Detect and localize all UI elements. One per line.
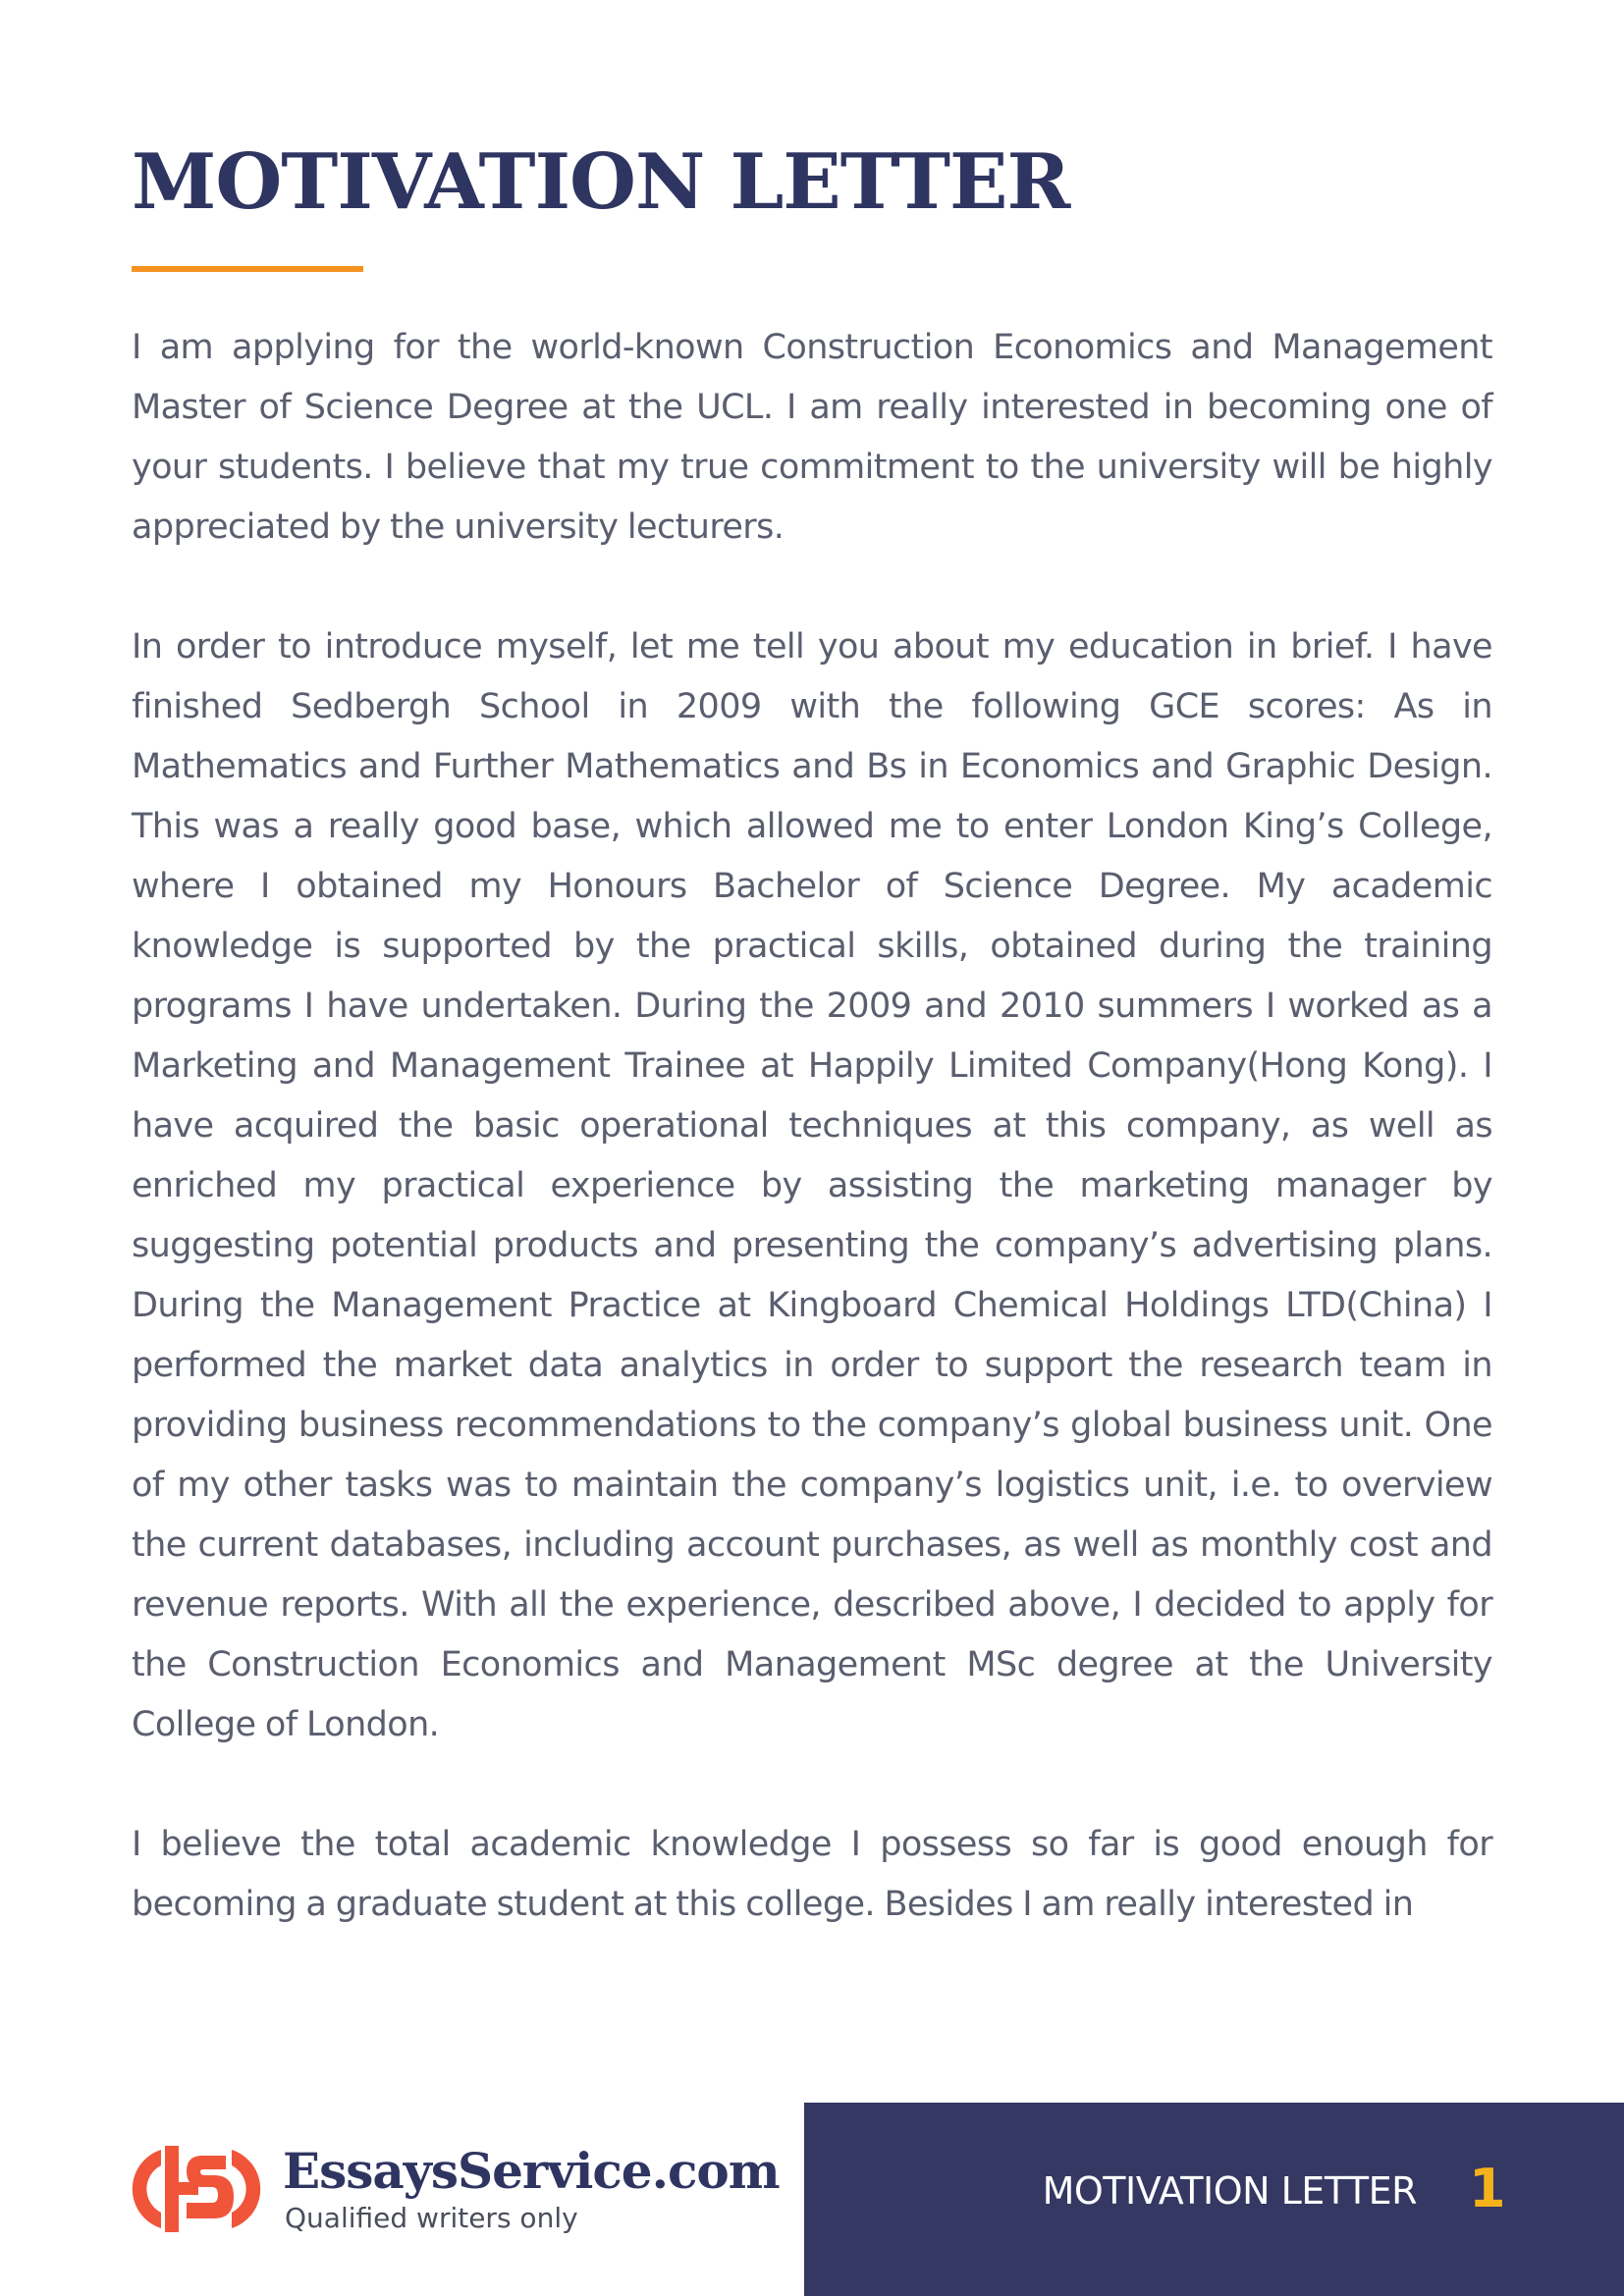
footer-brand	[132, 2140, 799, 2238]
page-title: MOTIVATION LETTER	[132, 137, 1070, 227]
paragraph-education: In order to introduce myself, let me tell you about my education in brief. I have finished Sedbergh School in 2009 with the following GCE scores: As in Mathematics and Further Mathematics and Bs in Economics and Graphic Design. This was a really good base, which allowed me to enter London King’s College, where I obtained my Honours Bachelor of Science Degree. My academic knowledge is supported by the practical skills, obtained during the training programs I have undertaken. During the 2009 and 2010 summers I worked as a Marketing and Management Trainee at Happily Limited Company(Hong Kong). I have acquired the basic operational techniques at this company, as well as enriched my practical experience by assisting the marketing manager by suggesting potential products and presenting the company’s advertising plans. During the Management Practice at Kingboard Chemical Holdings LTD(China) I performed the market data analytics in order to support the research team in providing business recommendations to the company’s global business unit. One of my other tasks was to maintain the company’s logistics unit, i.e. to overview the current databases, including account purchases, as well as monthly cost and revenue reports. With all the experience, described above, I decided to apply for the Construction Economics and Management MSc degree at the University College of London.	[132, 627, 1492, 1744]
brand-tagline: Qualified writers only	[285, 2202, 578, 2234]
paragraph-conclusion: I believe the total academic knowledge I possess so far is good enough for becoming a graduate student at this college. Besides I am really interested in	[132, 1825, 1492, 1924]
essays-service-logo-icon	[132, 2140, 261, 2238]
paragraph-intro: I am applying for the world-known Construction Economics and Management Master of Science Degree at the UCL. I am really interested in becoming one of your students. I believe that my true commitment to the university will be highly appreciated by the university lecturers.	[132, 328, 1492, 547]
title-underline	[132, 266, 363, 272]
page-number: 1	[1469, 2158, 1506, 2219]
letter-body	[132, 318, 1492, 1995]
footer-section-label: MOTIVATION LETTER	[1042, 2169, 1417, 2213]
brand-name: EssaysService.com	[283, 2142, 780, 2200]
